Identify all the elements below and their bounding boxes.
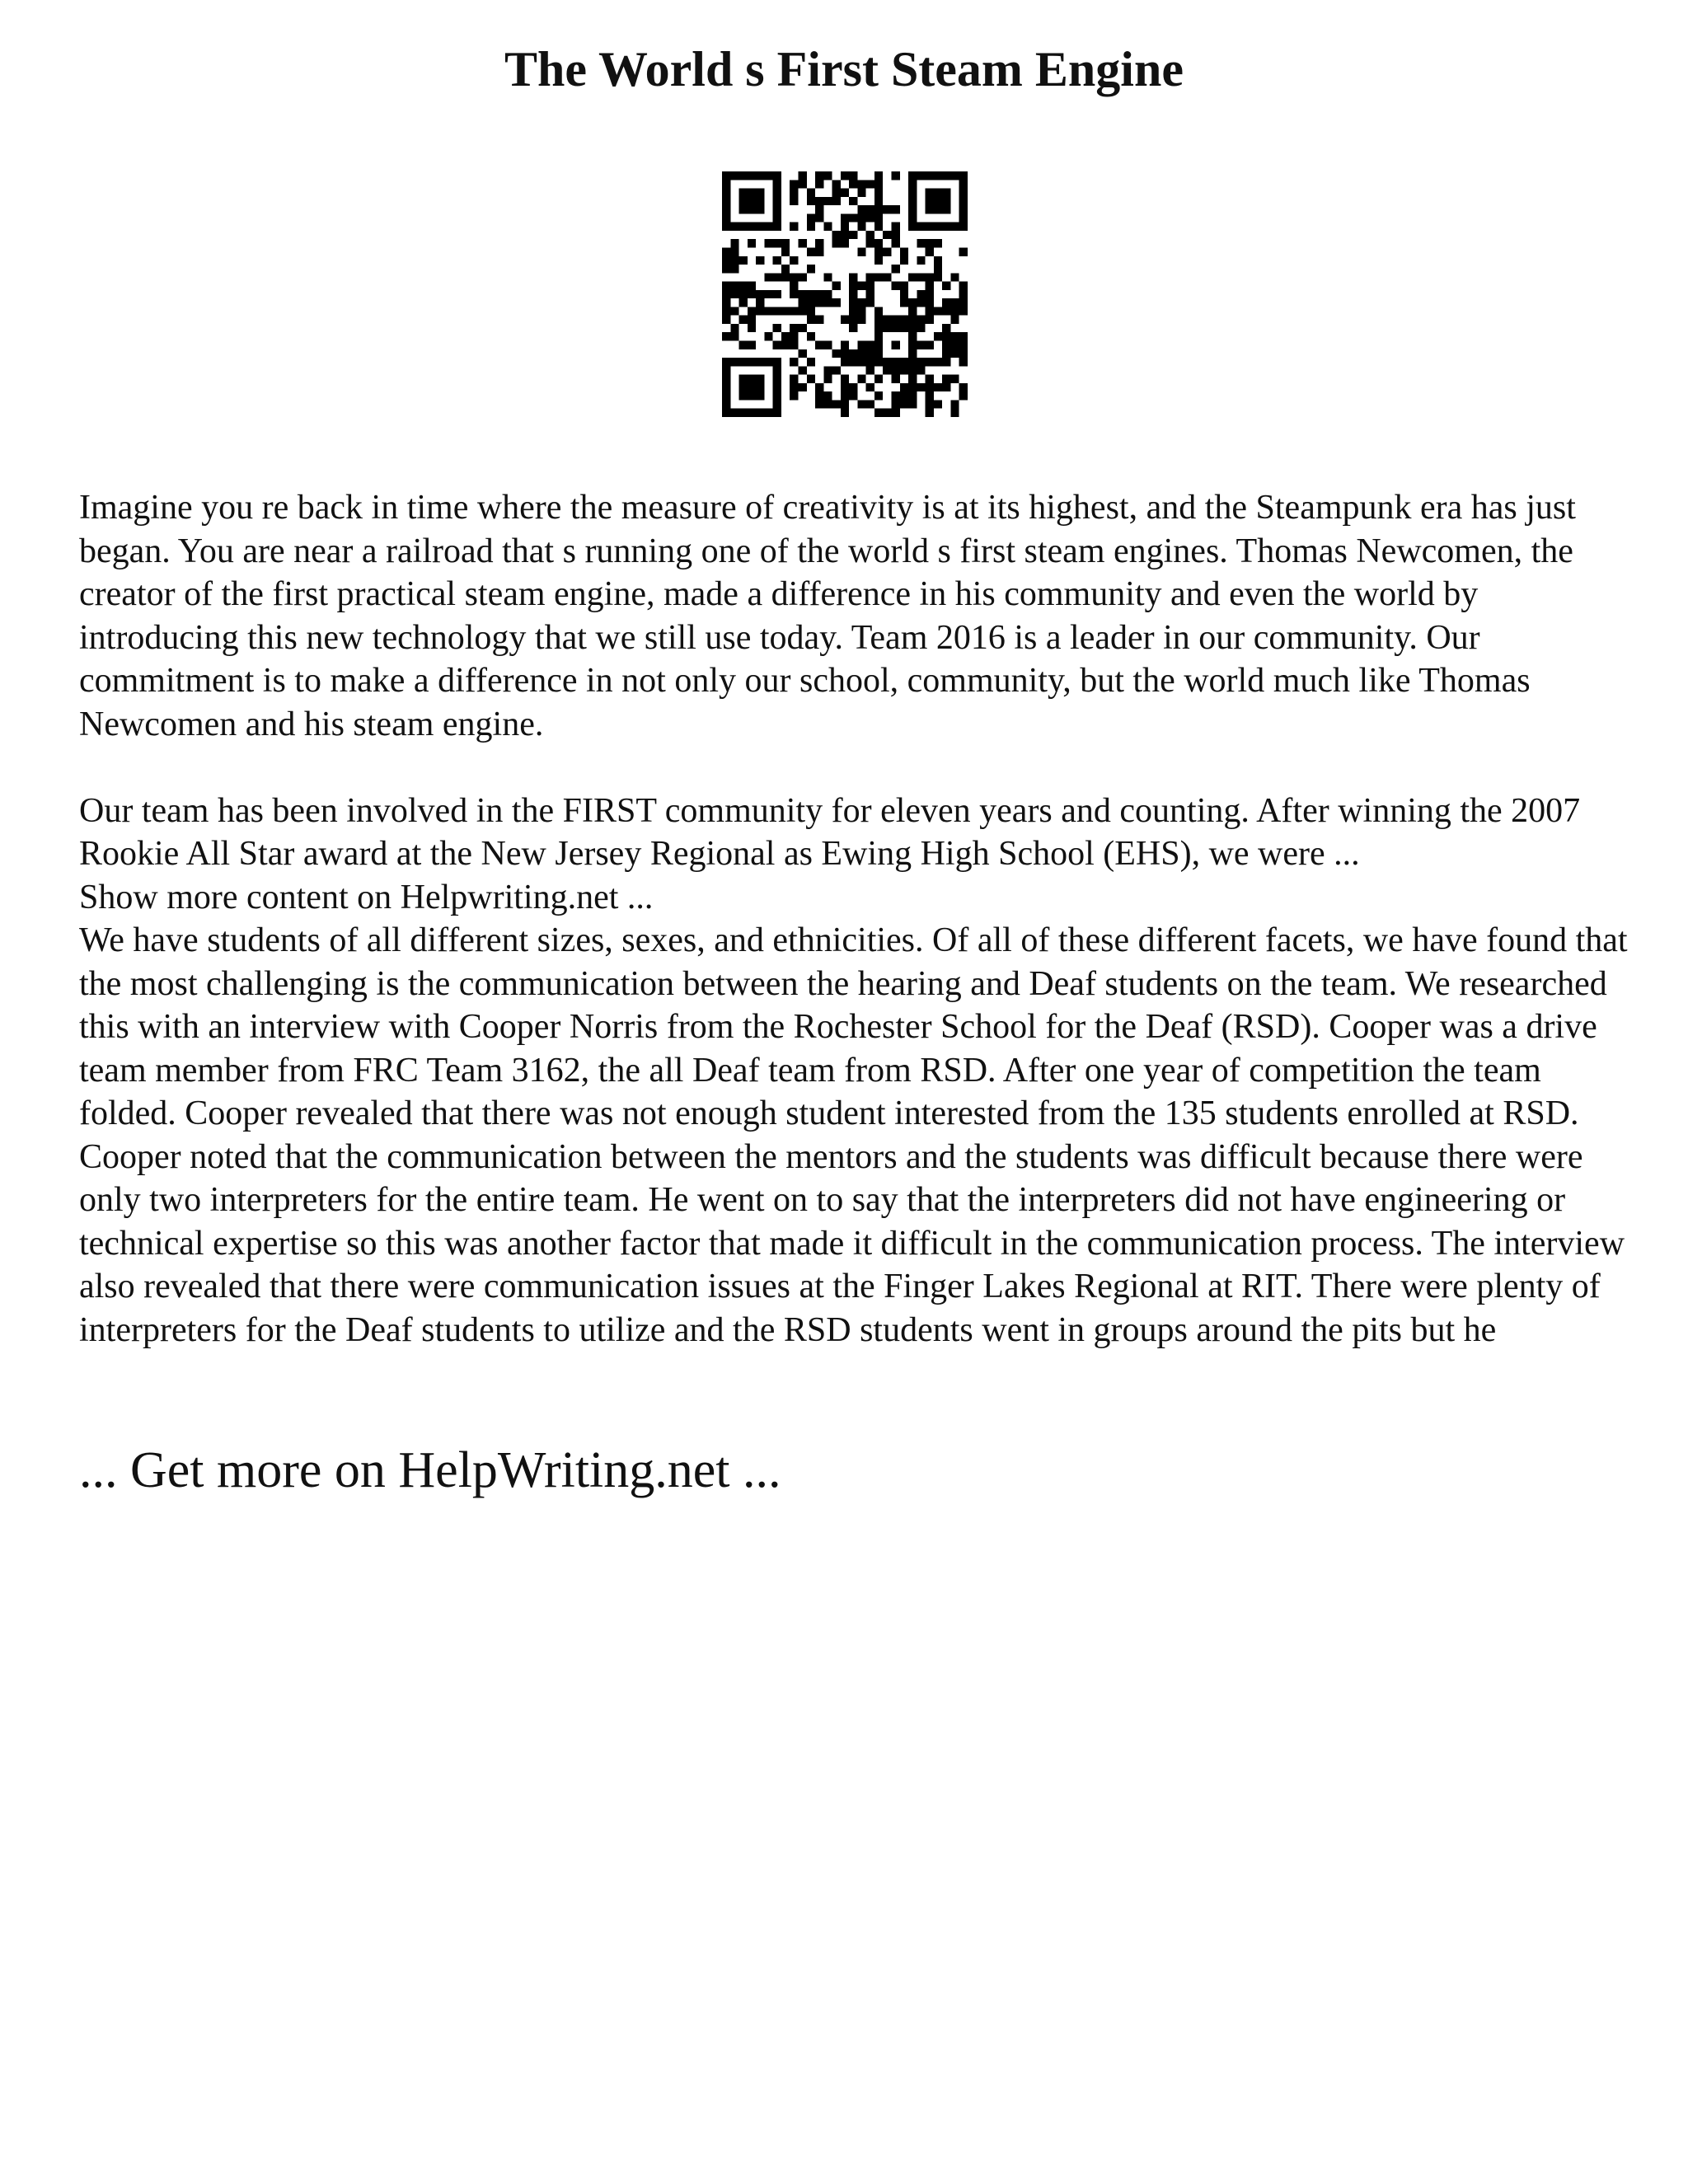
show-more-link[interactable]: Show more content on Helpwriting.net ... [79, 878, 654, 916]
page-title: The World s First Steam Engine [504, 42, 1184, 96]
get-more-link[interactable]: ... Get more on HelpWriting.net ... [79, 1442, 781, 1498]
second-paragraph: Our team has been involved in the FIRST community for eleven years and counting. After winning the 2007 Rookie All Star award at the New Jersey Regional as Ewing High School (EHS), we were ... [79, 791, 1581, 873]
intro-paragraph: Imagine you re back in time where the measure of creativity is at its highest, and the Steampunk era has just began. You are near a railroad that s running one of the world s first steam engines. Thomas Newcomen, the creator of the first practical steam engine, made a difference in his community and even the world by introducing this new technology that we still use today. Team 2016 is a leader in our community. Our commitment is to make a difference in not only our school, community, but the world much like Thomas Newcomen and his steam engine. [79, 489, 1576, 743]
article-body [79, 486, 1629, 1352]
third-paragraph: We have students of all different sizes, sexes, and ethnicities. Of all of these different facets, we have found that the most challenging is the communication between the hearing and Deaf students on the team. We researched this with an interview with Cooper Norris from the Rochester School for the Deaf (RSD). Cooper was a drive team member from FRC Team 3162, the all Deaf team from RSD. After one year of competition the team folded. Cooper revealed that there was not enough student interested from the 135 students enrolled at RSD. Cooper noted that the communication between the mentors and the students was difficult because there were only two interpreters for the entire team. He went on to say that the interpreters did not have engineering or technical expertise so this was another factor that made it difficult in the communication process. The interview also revealed that there were communication issues at the Finger Lakes Regional at RIT. There were plenty of interpreters for the Deaf students to utilize and the RSD students went in groups around the pits but he [79, 921, 1628, 1349]
qr-code-icon [722, 171, 968, 417]
paragraph-spacer [79, 746, 1629, 790]
